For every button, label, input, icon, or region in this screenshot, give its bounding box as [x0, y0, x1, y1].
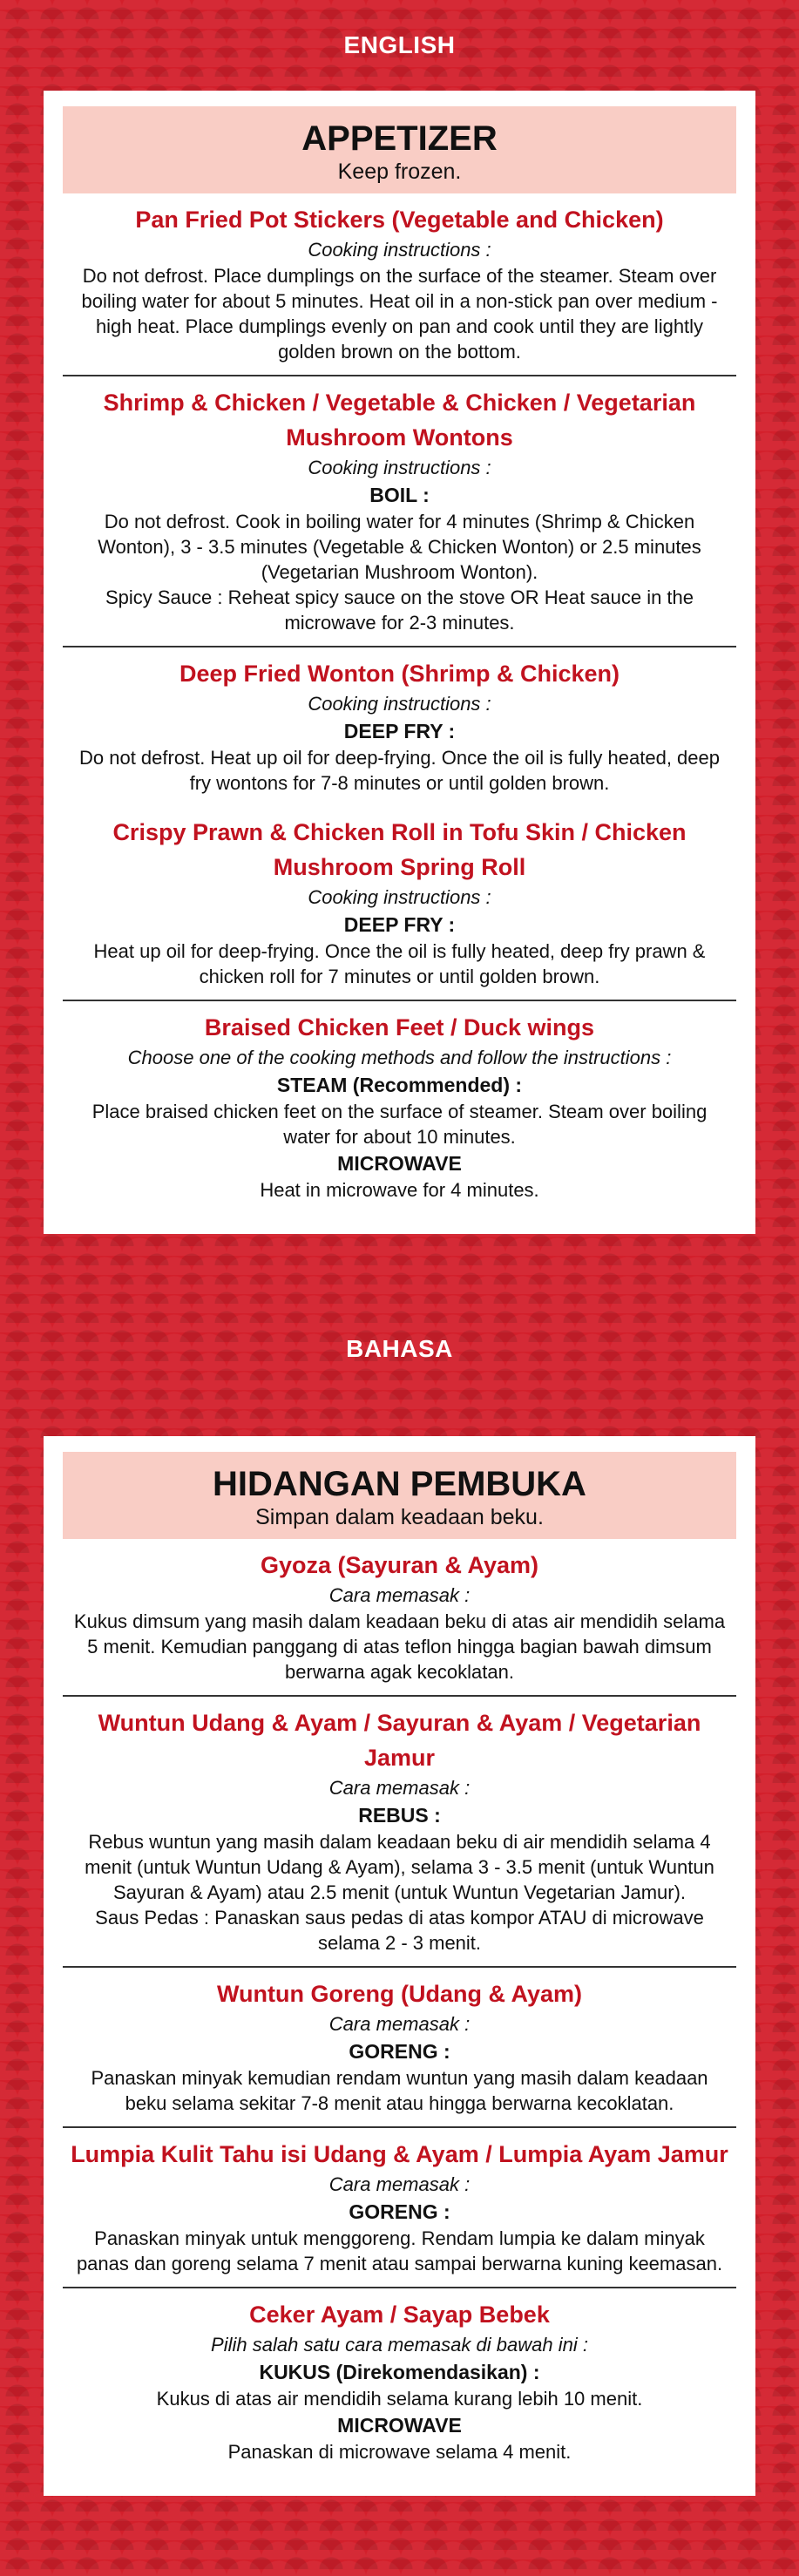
cooking-instructions-label: Cooking instructions :	[308, 886, 491, 908]
cooking-instructions-label: Cooking instructions :	[308, 457, 491, 478]
cooking-method: REBUS :	[358, 1804, 441, 1827]
section-body-secondary: Heat in microwave for 4 minutes.	[260, 1179, 539, 1201]
bahasa-section-wuntun	[63, 1695, 736, 1966]
cooking-method: DEEP FRY :	[343, 720, 456, 742]
section-body: Rebus wuntun yang masih dalam keadaan beku di air mendidih selama 4 menit (untuk Wuntun Udang & Ayam), selama 3 - 3.5 menit (untuk Wuntun Sayuran & Ayam) atau 2.5 menit (untuk Wuntun Vegetarian Jamur).	[85, 1831, 714, 1903]
bahasa-menu-card	[44, 1436, 755, 2496]
section-title: Shrimp & Chicken / Vegetable & Chicken / Vegetarian Mushroom Wontons	[103, 390, 696, 451]
english-card-title: APPETIZER	[301, 119, 498, 158]
bahasa-card-subtitle: Simpan dalam keadaan beku.	[255, 1505, 544, 1529]
cooking-instructions-label: Cara memasak :	[328, 2013, 471, 2035]
cooking-method-secondary: MICROWAVE	[337, 2414, 462, 2437]
cooking-method: BOIL :	[369, 484, 430, 506]
section-title: Pan Fried Pot Stickers (Vegetable and Chicken)	[135, 207, 664, 233]
bahasa-section-wuntun-goreng	[63, 1966, 736, 2126]
english-language-label: ENGLISH	[343, 31, 456, 58]
english-section-pot-stickers	[63, 193, 736, 375]
english-section-deep-fried-wonton	[63, 646, 736, 806]
cooking-instructions-label: Cooking instructions :	[308, 239, 491, 261]
section-body: Kukus dimsum yang masih dalam keadaan beku di atas air mendidih selama 5 menit. Kemudian panggang di atas teflon hingga bagian bawah dimsum berwarna agak kecoklatan.	[73, 1610, 726, 1683]
bahasa-section-lumpia	[63, 2126, 736, 2287]
section-title: Lumpia Kulit Tahu isi Udang & Ayam / Lumpia Ayam Jamur	[71, 2141, 728, 2167]
cooking-instructions-label: Cooking instructions :	[308, 693, 491, 715]
cooking-instructions-label: Cara memasak :	[328, 1777, 471, 1799]
cooking-method: GORENG :	[349, 2040, 450, 2063]
section-body: Do not defrost. Cook in boiling water for 4 minutes (Shrimp & Chicken Wonton), 3 - 3.5 minutes (Vegetable & Chicken Wonton) or 2.5 minutes (Vegetarian Mushroom Wonton).	[98, 511, 701, 583]
section-body-secondary: Panaskan di microwave selama 4 menit.	[227, 2441, 572, 2463]
cooking-instructions-label: Pilih salah satu cara memasak di bawah ini :	[211, 2334, 588, 2356]
section-title: Crispy Prawn & Chicken Roll in Tofu Skin / Chicken Mushroom Spring Roll	[112, 819, 687, 880]
section-title: Ceker Ayam / Sayap Bebek	[249, 2301, 550, 2328]
cooking-method: KUKUS (Direkomendasikan) :	[259, 2361, 540, 2383]
section-body: Panaskan minyak untuk menggoreng. Rendam lumpia ke dalam minyak panas dan goreng selama 7 menit atau sampai berwarna kuning keemasan.	[76, 2227, 723, 2274]
section-title: Wuntun Goreng (Udang & Ayam)	[217, 1981, 582, 2007]
cooking-method: DEEP FRY :	[343, 913, 456, 936]
english-menu-card	[44, 91, 755, 1234]
english-section-wontons	[63, 375, 736, 646]
section-body: Kukus di atas air mendidih selama kurang lebih 10 menit.	[156, 2388, 643, 2410]
english-section-prawn-roll	[63, 806, 736, 1000]
section-title: Braised Chicken Feet / Duck wings	[204, 1014, 595, 1041]
english-section-chicken-feet	[63, 1000, 736, 1213]
section-title: Deep Fried Wonton (Shrimp & Chicken)	[179, 661, 620, 687]
english-card-subtitle: Keep frozen.	[337, 159, 462, 184]
cooking-method: GORENG :	[349, 2200, 450, 2223]
bahasa-language-label: BAHASA	[346, 1335, 453, 1362]
bahasa-section-ceker	[63, 2287, 736, 2475]
cooking-instructions-label: Cara memasak :	[328, 2173, 471, 2195]
section-body: Heat up oil for deep-frying. Once the oil is fully heated, deep fry prawn & chicken roll for 7 minutes or until golden brown.	[93, 940, 706, 987]
bahasa-section-gyoza	[63, 1539, 736, 1695]
english-card-header	[63, 106, 736, 193]
bahasa-card-title: HIDANGAN PEMBUKA	[213, 1465, 586, 1503]
section-title: Wuntun Udang & Ayam / Sayuran & Ayam / Vegetarian Jamur	[98, 1710, 701, 1771]
bahasa-card-header	[63, 1452, 736, 1539]
cooking-instructions-label: Choose one of the cooking methods and follow the instructions :	[127, 1047, 672, 1068]
section-body: Do not defrost. Place dumplings on the surface of the steamer. Steam over boiling water for about 5 minutes. Heat oil in a non-stick pan over medium - high heat. Place dumplings evenly on pan and cook until they are lightly golden brown on the bottom.	[81, 265, 718, 363]
section-body: Place braised chicken feet on the surface of steamer. Steam over boiling water for about 10 minutes.	[91, 1101, 708, 1148]
cooking-instructions-label: Cara memasak :	[328, 1584, 471, 1606]
sauce-instructions: Saus Pedas : Panaskan saus pedas di atas kompor ATAU di microwave selama 2 - 3 menit.	[95, 1907, 704, 1954]
section-title: Gyoza (Sayuran & Ayam)	[260, 1552, 539, 1578]
section-body: Do not defrost. Heat up oil for deep-frying. Once the oil is fully heated, deep fry wontons for 7-8 minutes or until golden brown.	[79, 747, 720, 794]
cooking-method-secondary: MICROWAVE	[337, 1152, 462, 1175]
sauce-instructions: Spicy Sauce : Reheat spicy sauce on the stove OR Heat sauce in the microwave for 2-3 minutes.	[105, 586, 694, 634]
section-body: Panaskan minyak kemudian rendam wuntun yang masih dalam keadaan beku selama sekitar 7-8 menit atau hingga berwarna kecoklatan.	[91, 2067, 708, 2114]
cooking-method: STEAM (Recommended) :	[276, 1074, 523, 1096]
